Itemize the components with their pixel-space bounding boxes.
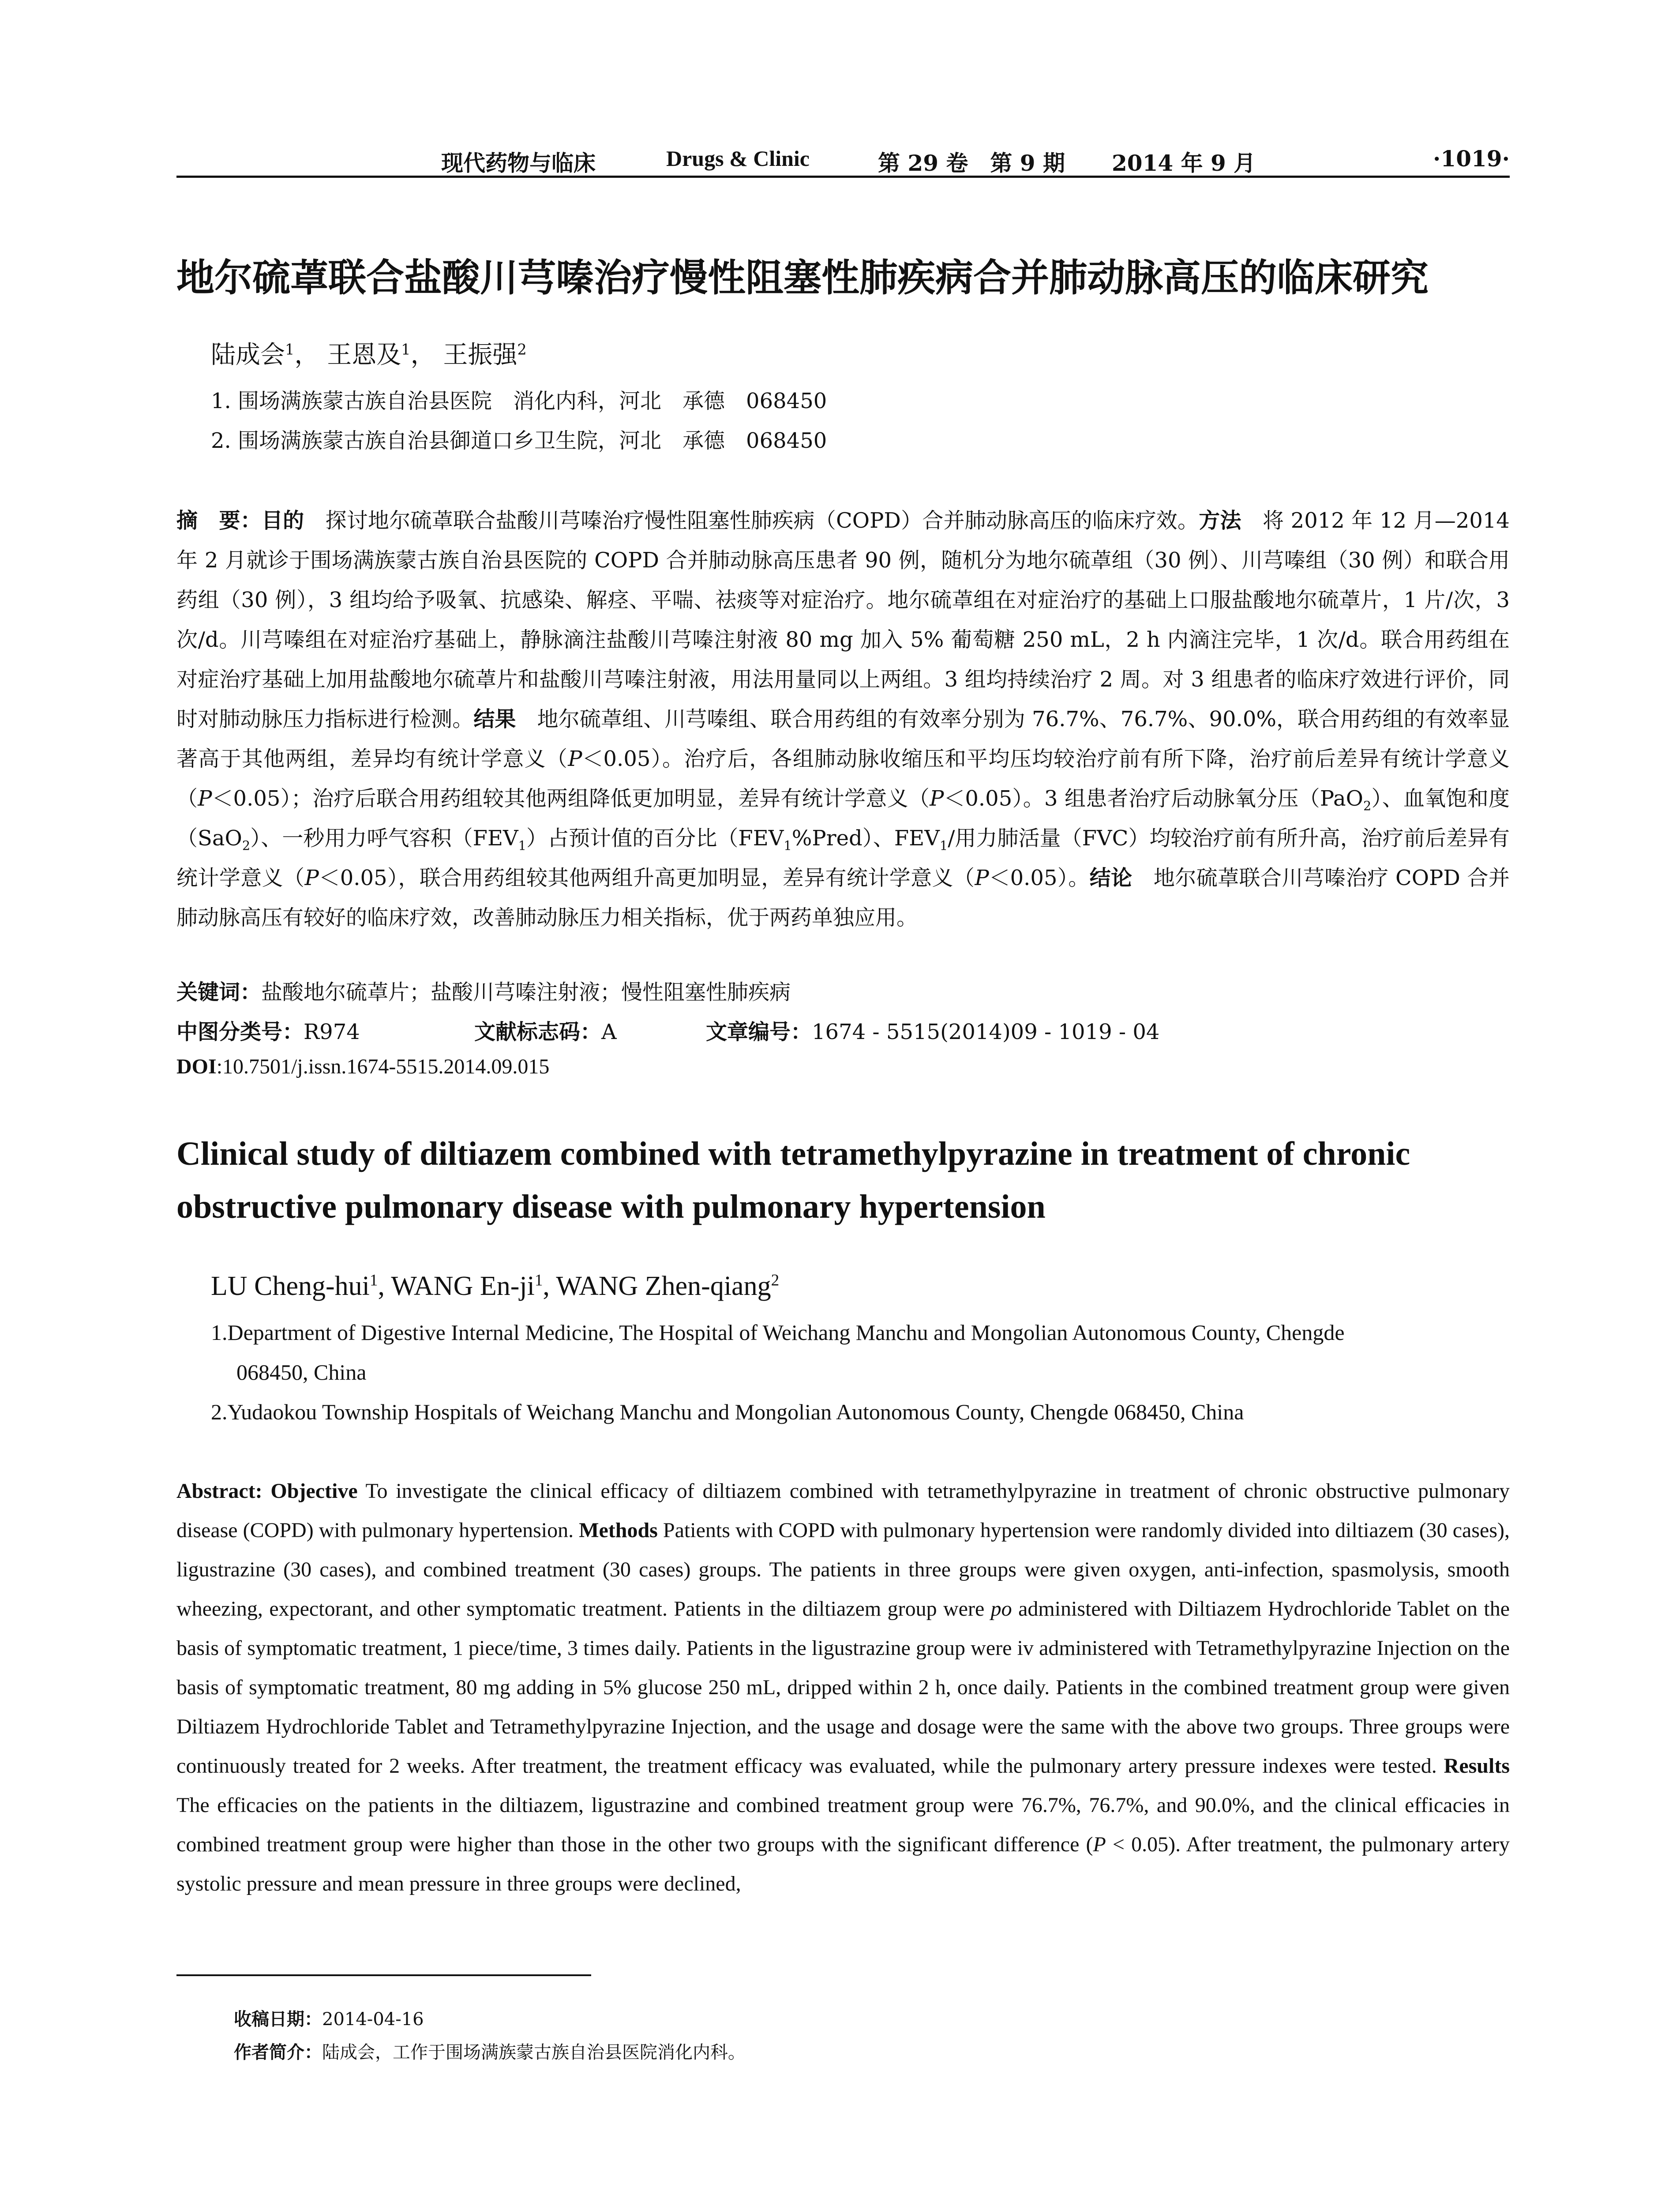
- author-affiliation-mark: 2: [517, 341, 527, 358]
- abstract-en: [176, 1471, 1510, 1903]
- affiliation-text: 068450, China: [236, 1360, 367, 1384]
- running-header: [176, 140, 1510, 178]
- results-text: ＜0.05）。3 组患者治疗后动脉氧分压（PaO: [944, 786, 1363, 811]
- classification-line: [176, 1015, 1510, 1045]
- affiliation-text: Yudaokou Township Hospitals of Weichang Manchu and Mongolian Autonomous County, Chengde 068450, China: [227, 1399, 1244, 1424]
- results-text: ）占预计值的百分比（FEV: [526, 826, 784, 851]
- abstract-cn: [176, 501, 1510, 938]
- doc-code-label: 文献标志码：: [474, 1020, 602, 1044]
- results-label: Results: [1444, 1754, 1510, 1778]
- author-affiliation-mark: 1: [285, 341, 295, 358]
- results-text: ＜0.05），联合用药组较其他两组升高更加明显，差异有统计学意义（: [319, 866, 975, 890]
- results-text: ＜0.05）。: [989, 866, 1090, 890]
- page-number: ·1019·: [1433, 146, 1510, 172]
- author-affiliation-mark: 2: [771, 1271, 780, 1290]
- affiliation-en: [211, 1313, 1510, 1392]
- authors-en: LU Cheng-hui$^1$, WANG $En-ji^1$, WANG Zhen-qiang$^2$: [211, 1271, 780, 1301]
- title-en: Clinical study of diltiazem combined with tetramethylpyrazine in treatment of chronic obstructive pulmonary disease with pulmonary hypertension: [176, 1135, 1410, 1225]
- author-affiliation-mark: 1: [401, 341, 411, 358]
- author-name: 陆成会: [211, 341, 285, 369]
- author-affiliation-mark: 1: [369, 1271, 378, 1290]
- received-label: 收稿日期：: [234, 2009, 322, 2030]
- objective-text: 探讨地尔硫䓬联合盐酸川芎嗪治疗慢性阻塞性肺疾病（COPD）合并肺动脉高压的临床疗效。: [304, 508, 1199, 533]
- conclusion-text: 地尔硫䓬联合川芎嗪治疗 COPD 合并肺动脉高压有较好的临床疗效，改善肺动脉压力相关指标，优于两药单独应用。: [176, 866, 1510, 930]
- title-cn: 地尔硫䓬联合盐酸川芎嗪治疗慢性阻塞性肺疾病合并肺动脉高压的临床研究: [176, 256, 1429, 300]
- p-symbol: P: [975, 866, 989, 890]
- p-symbol: P: [568, 747, 582, 771]
- affiliation-en: [211, 1392, 1510, 1432]
- footnote-author: [234, 2038, 746, 2063]
- p-symbol: P: [1093, 1833, 1106, 1856]
- journal-name-en: Drugs & Clinic: [666, 146, 810, 171]
- results-text: ＜0.05）；治疗后联合用药组较其他两组降低更加明显，差异有统计学意义（: [212, 786, 930, 811]
- p-symbol: P: [930, 786, 944, 811]
- author-bio: 陆成会，工作于围场满族蒙古族自治县医院消化内科。: [322, 2042, 746, 2063]
- author-name: 王恩及: [327, 341, 401, 369]
- authors-cn: 陆成会$^1$， 王恩及$^1$， 王振强$^2$: [211, 341, 527, 369]
- methods-label: Methods: [579, 1519, 658, 1542]
- subscript: 1: [784, 838, 792, 853]
- affiliation-text: Department of Digestive Internal Medicine, The Hospital of Weichang Manchu and Mongolian Autonomous County, Chengde: [227, 1320, 1345, 1345]
- conclusion-label: 结论: [1089, 866, 1132, 890]
- results-text: < 0.05). After treatment, the pulmonary artery systolic pressure and mean pressure in three groups were declined,: [176, 1833, 1510, 1895]
- footnote-received: [234, 2005, 424, 2030]
- methods-text: Patients with COPD with pulmonary hypertension were randomly divided into diltiazem (30 cases), ligustrazine (30 cases), and combined treatment (30 cases) groups. The patients in three groups were given oxygen, anti-infection, spasmolysis, smooth wheezing, expectorant, and other symptomatic treatment. Patients in the diltiazem group were: [176, 1519, 1510, 1621]
- subscript: 1: [939, 838, 948, 853]
- article-number-value: 1674 - 5515(2014)09 - 1019 - 04: [812, 1020, 1160, 1044]
- results-text: %Pred）、FEV: [791, 826, 940, 851]
- doi-line: [176, 1054, 549, 1079]
- results-text: 地尔硫䓬组、川芎嗪组、联合用药组的有效率分别为 76.7%、76.7%、90.0%，联合用药组的有效率显著高于其他两组，差异均有统计学意义（: [176, 707, 1510, 771]
- author-name: WANG Zhen-qiang: [556, 1271, 771, 1301]
- results-text: The efficacies on the patients in the diltiazem, ligustrazine and combined treatment group were 76.7%, 76.7%, and 90.0%, and the clinical efficacies in combined treatment group were higher than those in the other two groups with the significant difference (: [176, 1793, 1510, 1856]
- keywords-value: 盐酸地尔硫䓬片；盐酸川芎嗪注射液；慢性阻塞性肺疾病: [261, 980, 791, 1005]
- objective-label: Objective: [270, 1479, 358, 1503]
- article-number-label: 文章编号：: [706, 1020, 812, 1044]
- received-date: 2014-04-16: [322, 2009, 424, 2030]
- results-text: ＜0.05）。治疗后，各组肺动脉收缩压和平均压均较治疗前有所下降，治疗前后差异有统计学意义（: [176, 747, 1510, 811]
- footnote-divider: [176, 1974, 591, 1976]
- po-term: po: [990, 1597, 1012, 1621]
- author-name: LU Cheng-hui: [211, 1271, 370, 1301]
- p-symbol: P: [304, 866, 319, 890]
- subscript: 1: [518, 838, 526, 853]
- volume-issue: 第 29 卷 第 9 期: [878, 150, 1065, 176]
- issue-date: 2014 年 9 月: [1112, 150, 1256, 176]
- doi-value: :10.7501/j.issn.1674-5515.2014.09.015: [216, 1055, 550, 1078]
- author-name: WANG En-ji: [391, 1271, 535, 1301]
- affiliation-number: 1.: [211, 1320, 228, 1345]
- affiliation-cn: 1. 围场满族蒙古族自治县医院 消化内科，河北 承德 068450: [211, 389, 827, 413]
- author-bio-label: 作者简介：: [234, 2042, 322, 2063]
- clc-value: R974: [304, 1020, 360, 1044]
- subscript: 2: [242, 838, 251, 853]
- doi-label: DOI: [176, 1055, 217, 1078]
- methods-text: administered with Diltiazem Hydrochloride Tablet on the basis of symptomatic treatment, 1 piece/time, 3 times daily. Patients in the ligustrazine group were iv administered with Tetramethylpyrazine Injection on the basis of symptomatic treatment, 80 mg adding in 5% glucose 250 mL, dripped within 2 h, once daily. Patients in the combined treatment group were given Diltiazem Hydrochloride Tablet and Tetramethylpyrazine Injection, and the usage and dosage were the same with the above two groups. Three groups were continuously treated for 2 weeks. After treatment, the treatment efficacy was evaluated, while the pulmonary artery pressure indexes were tested.: [176, 1597, 1510, 1778]
- author-affiliation-mark: 1: [534, 1271, 543, 1290]
- affiliation-number: 2.: [211, 1399, 228, 1424]
- keywords-cn: [176, 975, 791, 1005]
- results-label: 结果: [473, 707, 516, 732]
- clc-label: 中图分类号：: [176, 1020, 304, 1044]
- objective-text: To investigate the clinical efficacy of diltiazem combined with tetramethylpyrazine in treatment of chronic obstructive pulmonary disease (COPD) with pulmonary hypertension.: [176, 1479, 1510, 1542]
- doc-code-value: A: [601, 1020, 617, 1044]
- journal-name-cn: 现代药物与临床: [441, 150, 596, 176]
- results-text: /用力肺活量（FVC）均较治疗前有所升高，治疗前后差异有统计学意义（: [176, 826, 1510, 890]
- abstract-label: 摘 要：: [176, 508, 262, 533]
- results-text: ）、一秒用力呼气容积（FEV: [250, 826, 518, 851]
- p-symbol: P: [198, 786, 212, 811]
- objective-label: 目的: [261, 508, 304, 533]
- keywords-label: 关键词：: [176, 980, 262, 1005]
- author-name: 王振强: [443, 341, 518, 369]
- results-text: ）、血氧饱和度（SaO: [176, 786, 1510, 851]
- affiliation-cn: 2. 围场满族蒙古族自治县御道口乡卫生院，河北 承德 068450: [211, 428, 827, 453]
- methods-label: 方法: [1199, 508, 1241, 533]
- subscript: 2: [1363, 798, 1372, 814]
- abstract-label: Abstract:: [176, 1479, 262, 1503]
- methods-text: 将 2012 年 12 月—2014 年 2 月就诊于围场满族蒙古族自治县医院的 COPD 合并肺动脉高压患者 90 例，随机分为地尔硫䓬组（30 例）、川芎嗪组（30 例）和联合用药组（30 例），3 组均给予吸氧、抗感染、解痉、平喘、祛痰等对症治疗。地尔硫䓬组在对症治疗的基础上口服盐酸地尔硫䓬片，1 片/次，3 次/d。川芎嗪组在对症治疗基础上，静脉滴注盐酸川芎嗪注射液 80 mg 加入 5% 葡萄糖 250 mL，2 h 内滴注完毕，1 次/d。联合用药组在对症治疗基础上加用盐酸地尔硫䓬片和盐酸川芎嗪注射液，用法用量同以上两组。3 组均持续治疗 2 周。对 3 组患者的临床疗效进行评价，同时对肺动脉压力指标进行检测。: [176, 508, 1510, 732]
